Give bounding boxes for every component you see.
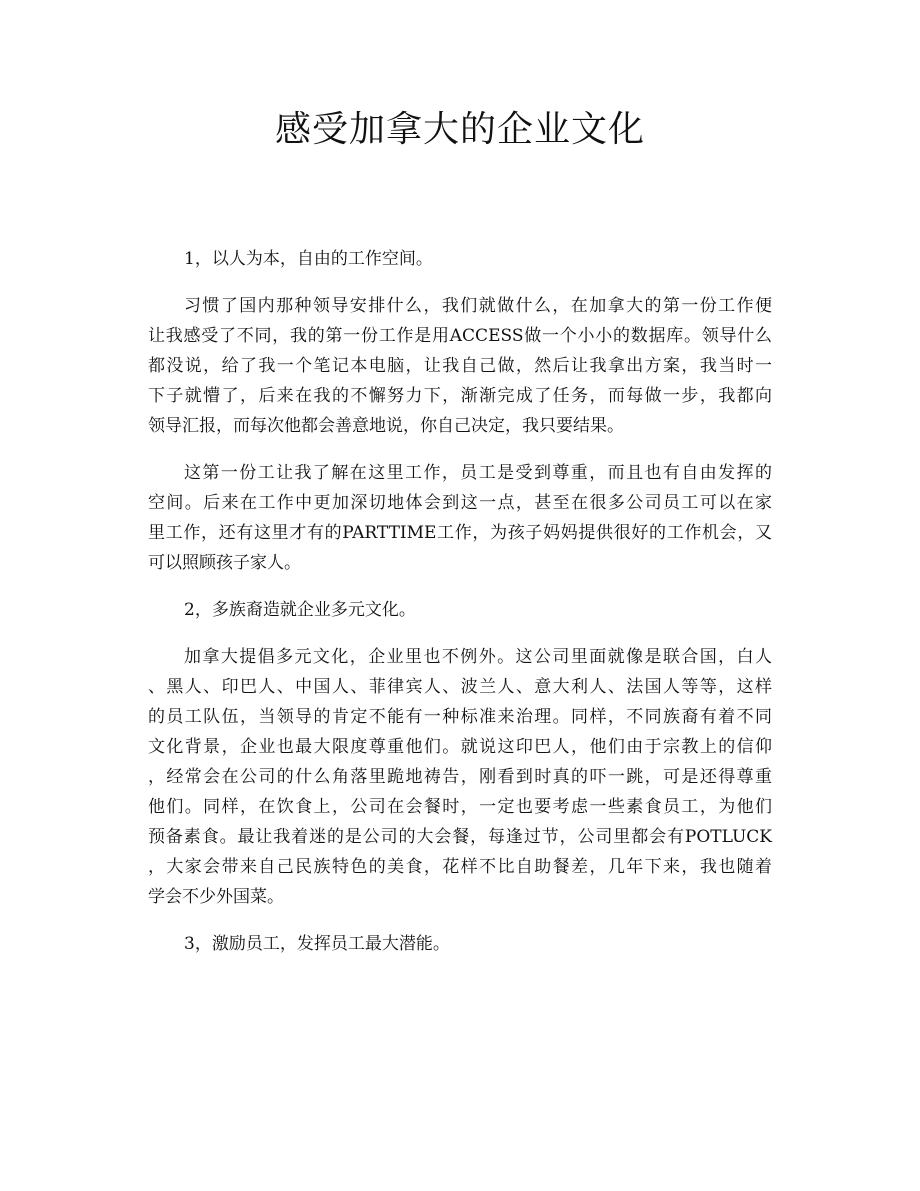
paragraph-3 bbox=[148, 642, 772, 912]
text-line: 的员工队伍，当领导的肯定不能有一种标准来治理。同样，不同族裔有着不同 bbox=[148, 707, 772, 727]
text-line: 这第一份工让我了解在这里工作，员工是受到尊重，而且也有自由发挥的 bbox=[184, 463, 772, 483]
text-line: 学会不少外国菜。 bbox=[148, 887, 284, 907]
section-heading-3 bbox=[148, 929, 772, 959]
paragraph-2 bbox=[148, 458, 772, 578]
text-line: 里工作，还有这里才有的PARTTIME工作，为孩子妈妈提供很好的工作机会，又 bbox=[148, 523, 772, 543]
text-line: 可以照顾孩子家人。 bbox=[148, 553, 301, 573]
paragraph-1 bbox=[148, 291, 772, 441]
text-line: 让我感受了不同，我的第一份工作是用ACCESS做一个小小的数据库。领导什么 bbox=[148, 326, 772, 346]
text-line: 预备素食。最让我着迷的是公司的大会餐，每逢过节，公司里都会有POTLUCK bbox=[148, 827, 772, 847]
text-line: 1，以人为本，自由的工作空间。 bbox=[184, 249, 433, 269]
text-line: 领导汇报，而每次他都会善意地说，你自己决定，我只要结果。 bbox=[148, 416, 624, 436]
text-line: 、黑人、印巴人、中国人、菲律宾人、波兰人、意大利人、法国人等等，这样 bbox=[148, 677, 772, 697]
text-line: 文化背景，企业也最大限度尊重他们。就说这印巴人，他们由于宗教上的信仰 bbox=[148, 737, 772, 757]
text-line: 加拿大提倡多元文化，企业里也不例外。这公司里面就像是联合国，白人 bbox=[184, 647, 772, 667]
document-body bbox=[148, 244, 772, 976]
text-line: 下子就懵了，后来在我的不懈努力下，渐渐完成了任务，而每做一步，我都向 bbox=[148, 386, 772, 406]
text-line: ，大家会带来自己民族特色的美食，花样不比自助餐差，几年下来，我也随着 bbox=[148, 857, 772, 877]
text-line: 都没说，给了我一个笔记本电脑，让我自己做，然后让我拿出方案，我当时一 bbox=[148, 356, 772, 376]
text-line: 他们。同样，在饮食上，公司在会餐时，一定也要考虑一些素食员工，为他们 bbox=[148, 797, 772, 817]
text-line: 空间。后来在工作中更加深切地体会到这一点，甚至在很多公司员工可以在家 bbox=[148, 493, 772, 513]
text-line: 习惯了国内那种领导安排什么，我们就做什么，在加拿大的第一份工作便 bbox=[184, 296, 772, 316]
section-heading-1 bbox=[148, 244, 772, 274]
document-title: 感受加拿大的企业文化 bbox=[274, 109, 645, 150]
text-line: 2，多族裔造就企业多元文化。 bbox=[184, 600, 416, 620]
section-heading-2 bbox=[148, 595, 772, 625]
text-line: ，经常会在公司的什么角落里跪地祷告，刚看到时真的吓一跳，可是还得尊重 bbox=[148, 767, 772, 787]
text-line: 3，激励员工，发挥员工最大潜能。 bbox=[184, 934, 450, 954]
